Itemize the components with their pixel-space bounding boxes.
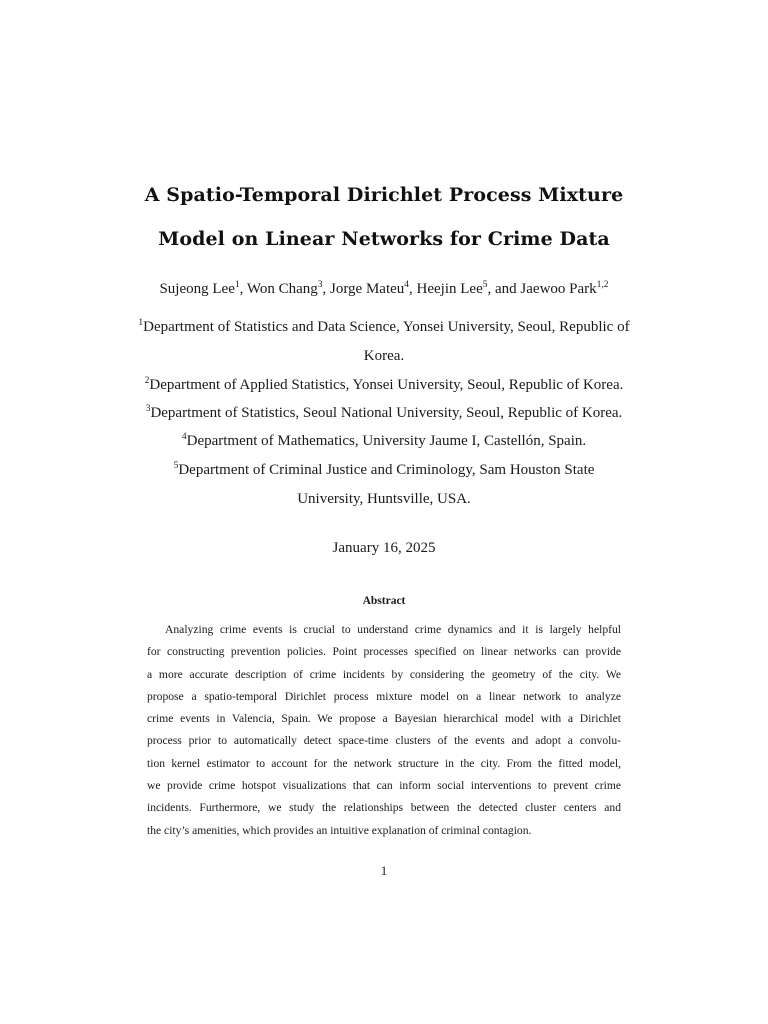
abstract-line: process prior to automatically detect space-time clusters of the events and adopt a convolu- xyxy=(147,734,621,748)
affiliation-number: 4 xyxy=(181,432,187,442)
abstract-line: a more accurate description of crime incidents by considering the geometry of the city. We xyxy=(147,667,621,681)
author-affiliation-mark: 4 xyxy=(404,280,410,290)
page-number: 1 xyxy=(380,863,388,878)
abstract-body xyxy=(147,619,621,842)
abstract-line: the city’s amenities, which provides an intuitive explanation of criminal contagion. xyxy=(147,823,532,837)
affiliation-2 xyxy=(0,377,768,394)
abstract-heading: Abstract xyxy=(362,595,406,607)
affiliation-text: Department of Applied Statistics, Yonsei University, Seoul, Republic of Korea. xyxy=(149,377,624,393)
abstract-line: for constructing prevention policies. Point processes specified on linear networks can provide xyxy=(147,645,621,659)
abstract-line: tion kernel estimator to account for the network structure in the city. From the fitted model, xyxy=(147,756,621,770)
affiliation-1 xyxy=(0,319,768,336)
author-separator: , xyxy=(322,281,330,297)
paper-title-line-2: Model on Linear Networks for Crime Data xyxy=(158,228,610,250)
abstract-line: crime events in Valencia, Spain. We propose a Bayesian hierarchical model with a Dirichlet xyxy=(147,712,621,726)
author-separator: , xyxy=(409,281,417,297)
publication-date: January 16, 2025 xyxy=(332,540,436,556)
author-name: Jorge Mateu xyxy=(329,281,405,297)
affiliation-number: 5 xyxy=(173,461,179,471)
abstract-line: we provide crime hotspot visualizations that can inform social interventions to prevent crime xyxy=(147,779,621,793)
author-affiliation-mark: 5 xyxy=(482,280,488,290)
affiliation-number: 3 xyxy=(145,404,151,414)
author-name: Heejin Lee xyxy=(416,281,483,297)
affiliation-5 xyxy=(0,462,768,479)
author-list xyxy=(0,281,768,298)
author-name: Jaewoo Park xyxy=(520,281,597,297)
abstract-line: propose a spatio-temporal Dirichlet process mixture model on a linear network to analyze xyxy=(147,689,621,703)
affiliation-text: Department of Mathematics, University Jaume I, Castellón, Spain. xyxy=(186,433,587,449)
affiliation-text: Department of Criminal Justice and Criminology, Sam Houston State xyxy=(178,462,595,478)
author-affiliation-mark: 1,2 xyxy=(596,280,609,290)
author-affiliation-mark: 1 xyxy=(234,280,240,290)
author-separator: , and xyxy=(487,281,521,297)
affiliation-1-continued: Korea. xyxy=(363,348,405,364)
affiliation-3 xyxy=(0,405,768,422)
affiliation-5-continued: University, Huntsville, USA. xyxy=(297,491,471,507)
abstract-line: incidents. Furthermore, we study the relationships between the detected cluster centers and xyxy=(147,801,621,815)
paper-title-line-1: A Spatio-Temporal Dirichlet Process Mixture xyxy=(144,184,624,206)
affiliation-text: Department of Statistics, Seoul National University, Seoul, Republic of Korea. xyxy=(150,405,623,421)
author-affiliation-mark: 3 xyxy=(317,280,323,290)
abstract-line: Analyzing crime events is crucial to understand crime dynamics and it is largely helpful xyxy=(165,623,621,636)
author-separator: , xyxy=(239,281,247,297)
author-name: Won Chang xyxy=(246,281,318,297)
author-name: Sujeong Lee xyxy=(159,281,235,297)
affiliation-number: 2 xyxy=(144,376,150,386)
affiliation-number: 1 xyxy=(138,318,144,328)
affiliation-4 xyxy=(0,433,768,450)
affiliation-text: Department of Statistics and Data Science, Yonsei University, Seoul, Republic of xyxy=(143,319,630,335)
